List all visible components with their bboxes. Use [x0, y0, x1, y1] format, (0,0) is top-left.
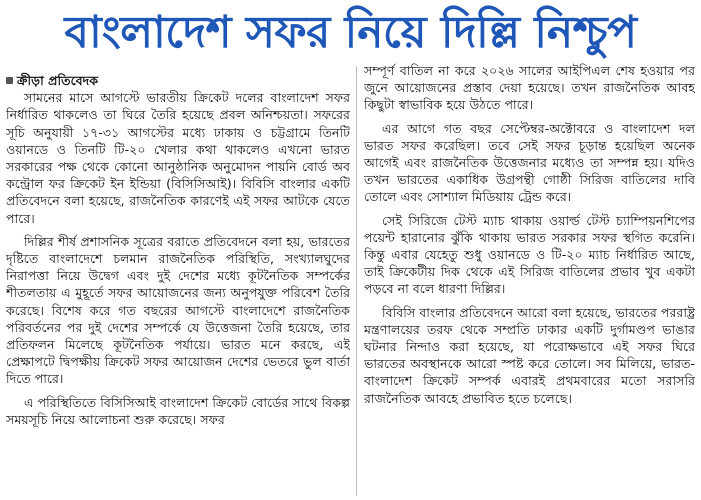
paragraph: সামনের মাসে আগস্টে ভারতীয় ক্রিকেট দলের বাংলাদেশ সফর নির্ধারিত থাকলেও তা ঘিরে তৈরি হয়েছে প্রবল অনিশ্চয়তা। সফরের সূচি অনুযায়ী ১৭-৩১ আগস্টের মধ্যে ঢাকায় ও চট্টগ্রামে তিনটি ওয়ানডে ও তিনটি টি-২০ খেলার কথা থাকলেও এখনো ভারত সরকারের পক্ষ থেকে কোনো আনুষ্ঠানিক অনুমোদন পায়নি বোর্ড অব কন্ট্রোল ফর ক্রিকেট ইন ইন্ডিয়া (বিসিসিআই)। বিবিসি বাংলার একটি প্রতিবেদনে বলা হয়েছে, রাজনৈতিক কারণেই এই সফর আটকে যেতে পারে।: [6, 90, 350, 226]
headline: বাংলাদেশ সফর নিয়ে দিল্লি নিশ্চুপ: [64, 6, 637, 58]
left-column: [6, 72, 350, 496]
right-column: [364, 62, 695, 496]
column-divider: [356, 66, 357, 496]
paragraph: এ পরিস্থিতিতে বিসিসিআই বাংলাদেশ ক্রিকেট বোর্ডের সাথে বিকল্প সময়সূচি নিয়ে আলোচনা শুরু করেছে। সফর: [6, 394, 350, 427]
paragraph: সেই সিরিজে টেস্ট ম্যাচ থাকায় ওয়ার্ল্ড টেস্ট চ্যাম্পিয়নশিপের পয়েন্ট হারানোর ঝুঁকি থাকায় ভারত সরকার সফর স্থগিত করেনি। কিন্তু এবার যেহেতু শুধু ওয়ানডে ও টি-২০ ম্যাচ নির্ধারিত আছে, তাই ক্রিকেটীয় দিক থেকে এই সিরিজ বাতিলের প্রভাব খুব একটা পড়বে না বলে ধারণা দিল্লির।: [364, 212, 695, 297]
paragraph: সম্পূর্ণ বাতিল না করে ২০২৬ সালের আইপিএল শেষ হওয়ার পর জুনে আয়োজনের প্রস্তাব দেয়া হয়েছে। তখন রাজনৈতিক আবহ কিছুটা স্বাভাবিক হয়ে উঠতে পারে।: [364, 63, 695, 113]
paragraph: বিবিসি বাংলার প্রতিবেদনে আরো বলা হয়েছে, ভারতের পররাষ্ট্র মন্ত্রণালয়ের তরফ থেকে সম্প্রতি ঢাকার একটি দুর্গামণ্ডপ ভাঙার ঘটনার নিন্দাও করা হয়েছে, যা পরোক্ষভাবে এই সফর ঘিরে ভারতের অবস্থানকে আরো স্পষ্ট করে তোলে। সব মিলিয়ে, ভারত-বাংলাদেশ ক্রিকেট সম্পর্ক এবারই প্রথমবারের মতো সরাসরি রাজনৈতিক আবহে প্রভাবিত হতে চলেছে।: [364, 304, 695, 406]
paragraph: এর আগে গত বছর সেপ্টেম্বর-অক্টোবরে ও বাংলাদেশ দল ভারত সফর করেছিল। তবে সেই সফর চূড়ান্ত হয়েছিল অনেক আগেই এবং রাজনৈতিক উত্তেজনার মধ্যেও তা সম্পন্ন হয়। যদিও তখন ভারতের একাধিক উগ্রপন্থী গোষ্ঠী সিরিজ বাতিলের দাবি তোলে এবং সোশ্যাল মিডিয়ায় ট্রেন্ড করে।: [364, 120, 695, 205]
paragraph: দিল্লির শীর্ষ প্রশাসনিক সূত্রের বরাতে প্রতিবেদনে বলা হয়, ভারতের দৃষ্টিতে বাংলাদেশে চলমান রাজনৈতিক পরিস্থিতি, সংখ্যালঘুদের নিরাপত্তা নিয়ে উদ্বেগ এবং দুই দেশের মধ্যে কূটনৈতিক সম্পর্কের শীতলতায় এ মুহূর্তে সফর আয়োজনের জন্য অনুপযুক্ত পরিবেশ তৈরি করেছে। বিশেষ করে গত বছরের আগস্টে বাংলাদেশে রাজনৈতিক পরিবর্তনের পর দুই দেশের সম্পর্কে যে উত্তেজনা তৈরি হয়েছে, তার প্রতিফলন মিলেছে কূটনৈতিক পর্যায়ে। ভারত মনে করছে, এই প্রেক্ষাপটে দ্বিপক্ষীয় ক্রিকেট সফর আয়োজন দেশের ভেতরে ভুল বার্তা দিতে পারে।: [6, 233, 350, 387]
byline: [6, 72, 350, 89]
square-bullet-icon: [6, 77, 13, 84]
byline-text: ক্রীড়া প্রতিবেদক: [17, 73, 99, 88]
